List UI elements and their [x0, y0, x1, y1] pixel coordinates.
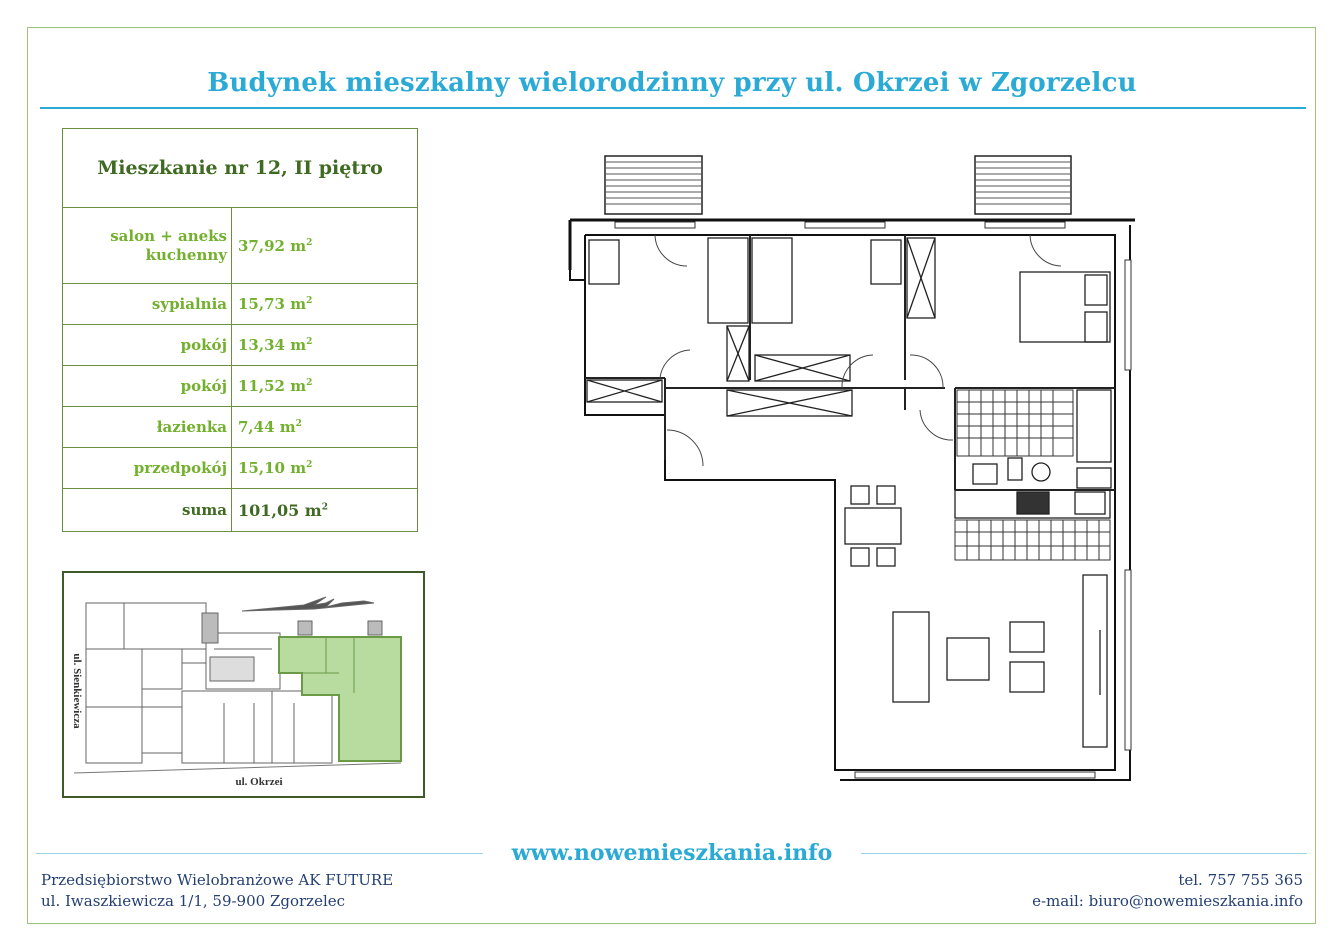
room-label: salon + aneks kuchenny [63, 208, 232, 284]
area-table [62, 128, 418, 532]
table-row-total [63, 489, 418, 532]
title-underline [40, 107, 1306, 109]
double-bed [1020, 272, 1110, 342]
highlighted-apartment [279, 637, 401, 761]
coffee-table [947, 638, 989, 680]
room-area: 11,52 $m^2$ [232, 366, 418, 407]
room-area: 37,92 $m^2$ [232, 208, 418, 284]
north-arrow-icon [242, 597, 374, 611]
company-address: ul. Iwaszkiewicza 1/1, 59-900 Zgorzelec [41, 892, 346, 910]
total-area: 101,05 $m^2$ [232, 489, 418, 532]
room-area: 15,73 $m^2$ [232, 284, 418, 325]
table-row [63, 284, 418, 325]
room-label: przedpokój [63, 448, 232, 489]
table-row [63, 448, 418, 489]
bathtub [1077, 390, 1111, 462]
room-label: łazienka [63, 407, 232, 448]
footer-rule-right [861, 853, 1307, 854]
table-row [63, 325, 418, 366]
room-area: 7,44 $m^2$ [232, 407, 418, 448]
room-area: 15,10 $m^2$ [232, 448, 418, 489]
total-label: suma [63, 489, 232, 532]
page-title: Budynek mieszkalny wielorodzinny przy ul. Okrzei w Zgorzelcu [207, 68, 1137, 98]
room-label: pokój [63, 366, 232, 407]
room-area: 13,34 $m^2$ [232, 325, 418, 366]
bed-1 [708, 238, 748, 323]
street-label-left: ul. Sienkiewicza [71, 653, 83, 729]
company-name: Przedsiębiorstwo Wielobranżowe AK FUTURE [41, 871, 394, 889]
table-row [63, 366, 418, 407]
site-plan-drawing [64, 573, 423, 796]
table-row [63, 407, 418, 448]
balcony-left [605, 156, 702, 214]
email-address[interactable]: e-mail: biuro@nowemieszkania.info [1032, 892, 1303, 910]
site-plan [62, 571, 425, 798]
balcony-right [975, 156, 1071, 214]
phone-number: tel. 757 755 365 [1178, 871, 1303, 889]
floor-plan [555, 150, 1135, 790]
apartment-heading: Mieszkanie nr 12, II piętro [63, 129, 418, 208]
bed-2 [752, 238, 792, 323]
street-label-bottom: ul. Okrzei [235, 776, 283, 788]
room-label: pokój [63, 325, 232, 366]
sofa [893, 612, 929, 702]
table-row [63, 208, 418, 284]
website-link[interactable]: www.nowemieszkania.info [511, 840, 833, 866]
room-label: sypialnia [63, 284, 232, 325]
dining-table [845, 508, 901, 544]
